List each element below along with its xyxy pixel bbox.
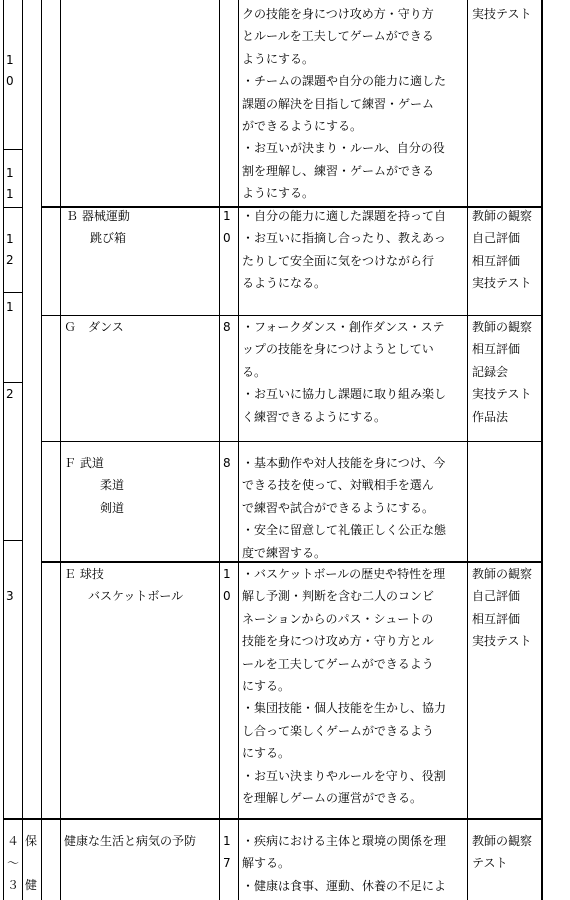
row2-unit: Ｇ ダンス	[64, 320, 124, 334]
border-left	[3, 0, 4, 900]
row4-unit: Ｅ 球技 バスケットボール	[64, 567, 184, 604]
row3-unit: Ｆ 武道 柔道 剣道	[64, 456, 125, 515]
row2-objectives: ・フォークダンス・創作ダンス・ステ ップの技能を身につけようとしてい る。 ・お互いに協力し課題に取り組み楽し く練習できるようにする。	[242, 320, 447, 424]
row5-unit: 健康な生活と病気の予防	[64, 834, 197, 848]
row3-hours: 8	[223, 456, 231, 470]
divider-hours	[219, 0, 220, 900]
row-divider-3	[41, 441, 543, 442]
row1-unit: Ｂ 器械運動 跳び箱	[66, 209, 130, 246]
month-2: 2	[6, 387, 14, 401]
row5-evaluation: 教師の観察 テスト	[472, 834, 533, 871]
row4-evaluation: 教師の観察 自己評価 相互評価 実技テスト	[472, 567, 533, 649]
divider-evaluation	[467, 0, 468, 900]
row0-evaluation: 実技テスト	[472, 7, 532, 21]
month-12: 1 2	[6, 232, 14, 267]
divider-field	[41, 0, 42, 900]
row3-objectives: ・基本動作や対人技能を身につけ、今 できる技を使って、対戦相手を選ん で練習や試合ができるようにする。 ・安全に留意して礼儀正しく公正な態 度で練習する。	[242, 456, 447, 560]
subject-top: 保	[25, 834, 38, 848]
row5-objectives: ・疾病における主体と環境の関係を理 解する。 ・健康は食事、運動、休養の不足によ	[242, 834, 447, 893]
month-3: 3	[6, 589, 14, 603]
border-right	[541, 0, 543, 900]
month-divider-2	[3, 207, 22, 208]
row4-hours: 1 0	[223, 567, 231, 604]
month-11: 1 1	[6, 166, 14, 201]
month-10: 1 0	[6, 53, 14, 88]
row4-objectives: ・バスケットボールの歴史や特性を理 解し予測・判断を含む二人のコンビ ネーションからのパス・シュートの 技能を身につけ攻め方・守り方とル ールを工夫してゲームができるよう にする。 ・集団技能・個人技能を生かし、協力 し合って楽しくゲームができるよう にする。 ・お互い決まりやルールを守り、役割 を理解しゲームの運営ができる。	[242, 567, 447, 806]
month-divider-4	[3, 382, 22, 383]
row1-evaluation: 教師の観察 自己評価 相互評価 実技テスト	[472, 209, 533, 291]
divider-unit	[60, 0, 61, 900]
month-divider-1	[3, 149, 22, 150]
month-4-3: ４ ～ ３	[7, 834, 20, 892]
row-divider-5	[3, 818, 543, 820]
subject-bottom: 健	[25, 878, 38, 892]
row1-objectives: ・自分の能力に適した課題を持って自 ・お互いに指摘し合ったり、教えあっ たりして安全面に気をつけながら行 るようになる。	[242, 209, 447, 291]
row5-hours: 1 7	[223, 834, 231, 871]
divider-month	[22, 0, 23, 900]
month-divider-3	[3, 292, 22, 293]
row1-hours: 1 0	[223, 209, 231, 246]
divider-objectives	[238, 0, 239, 900]
month-divider-5	[3, 540, 22, 541]
row0-objectives: クの技能を身につけ攻め方・守り方 とルールを工夫してゲームができる ようにする。 ・チームの課題や自分の能力に適した 課題の解決を目指して練習・ゲーム ができるようにする。 ・お互いが決まり・ルール、自分の役 割を理解し、練習・ゲームができる ようにする。	[242, 7, 447, 201]
month-1: 1	[6, 300, 14, 314]
row2-evaluation: 教師の観察 相互評価 記録会 実技テスト 作品法	[472, 320, 533, 424]
row2-hours: 8	[223, 320, 231, 334]
